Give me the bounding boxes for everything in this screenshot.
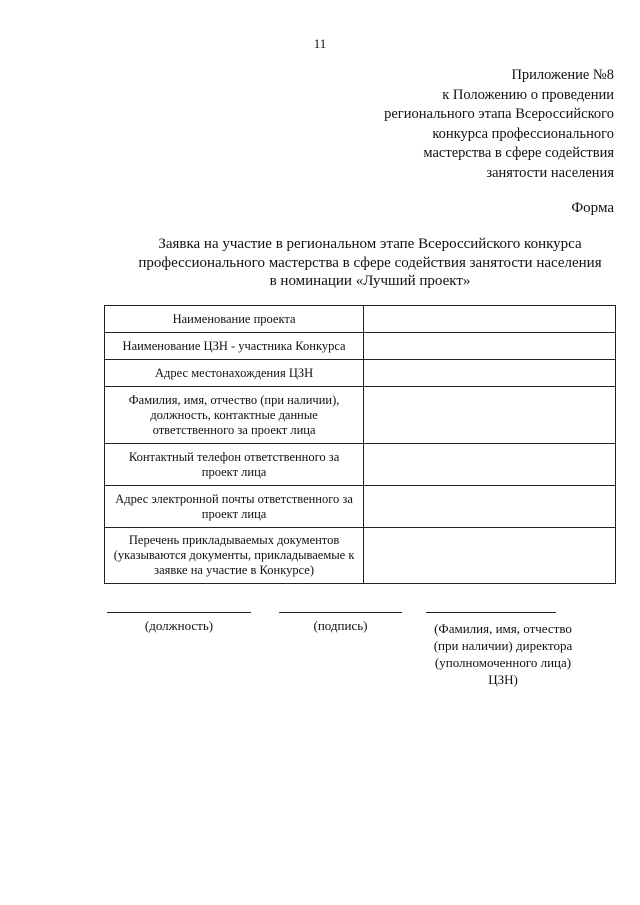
row-label-czn-name: Наименование ЦЗН - участника Конкурса — [105, 333, 364, 360]
table-row — [105, 333, 616, 360]
application-form-table — [104, 305, 616, 584]
field-documents-list[interactable] — [364, 528, 616, 584]
appendix-line: регионального этапа Всероссийского — [384, 106, 614, 122]
row-label-email: Адрес электронной почты ответственного за проект лица — [105, 486, 364, 528]
name-caption-line: (Фамилия, имя, отчество — [434, 621, 572, 636]
appendix-line: к Положению о проведении — [442, 86, 614, 103]
name-caption — [418, 620, 588, 688]
signature-caption: (подпись) — [313, 618, 368, 633]
row-label-documents-list: Перечень прикладываемых документов (указываются документы, прикладываемые к заявке на участие в Конкурсе) — [105, 528, 364, 584]
title-line: профессионального мастерства в сфере содействия занятости населения — [138, 254, 602, 271]
row-label-responsible-person: Фамилия, имя, отчество (при наличии), должность, контактные данные ответственного за проект лица — [105, 387, 364, 444]
name-caption-line: ЦЗН) — [488, 672, 518, 687]
row-label-czn-address: Адрес местонахождения ЦЗН — [105, 360, 364, 387]
page-number: 11 — [313, 36, 327, 51]
position-caption: (должность) — [144, 618, 214, 633]
appendix-header — [384, 66, 614, 183]
table-row — [105, 444, 616, 486]
name-caption-line: (при наличии) директора — [433, 638, 573, 653]
appendix-line: Приложение №8 — [511, 67, 614, 83]
field-project-name[interactable] — [364, 306, 616, 333]
signature-line — [279, 612, 402, 613]
name-signature-line — [426, 612, 556, 613]
position-signature-line — [107, 612, 251, 613]
appendix-line: мастерства в сфере содействия — [423, 145, 614, 161]
table-row — [105, 306, 616, 333]
table-row — [105, 486, 616, 528]
appendix-line: занятости населения — [486, 164, 614, 181]
title-line: в номинации «Лучший проект» — [269, 273, 471, 289]
form-label: Форма — [571, 200, 614, 216]
row-label-project-name: Наименование проекта — [105, 306, 364, 333]
table-row — [105, 528, 616, 584]
name-caption-line: (уполномоченного лица) — [434, 655, 572, 670]
appendix-line: конкурса профессионального — [432, 125, 614, 142]
field-email[interactable] — [364, 486, 616, 528]
field-czn-name[interactable] — [364, 333, 616, 360]
row-label-contact-phone: Контактный телефон ответственного за проект лица — [105, 444, 364, 486]
table-row — [105, 387, 616, 444]
field-responsible-person[interactable] — [364, 387, 616, 444]
document-title — [120, 235, 620, 291]
table-row — [105, 360, 616, 387]
field-contact-phone[interactable] — [364, 444, 616, 486]
title-line: Заявка на участие в региональном этапе Всероссийского конкурса — [158, 236, 582, 252]
field-czn-address[interactable] — [364, 360, 616, 387]
